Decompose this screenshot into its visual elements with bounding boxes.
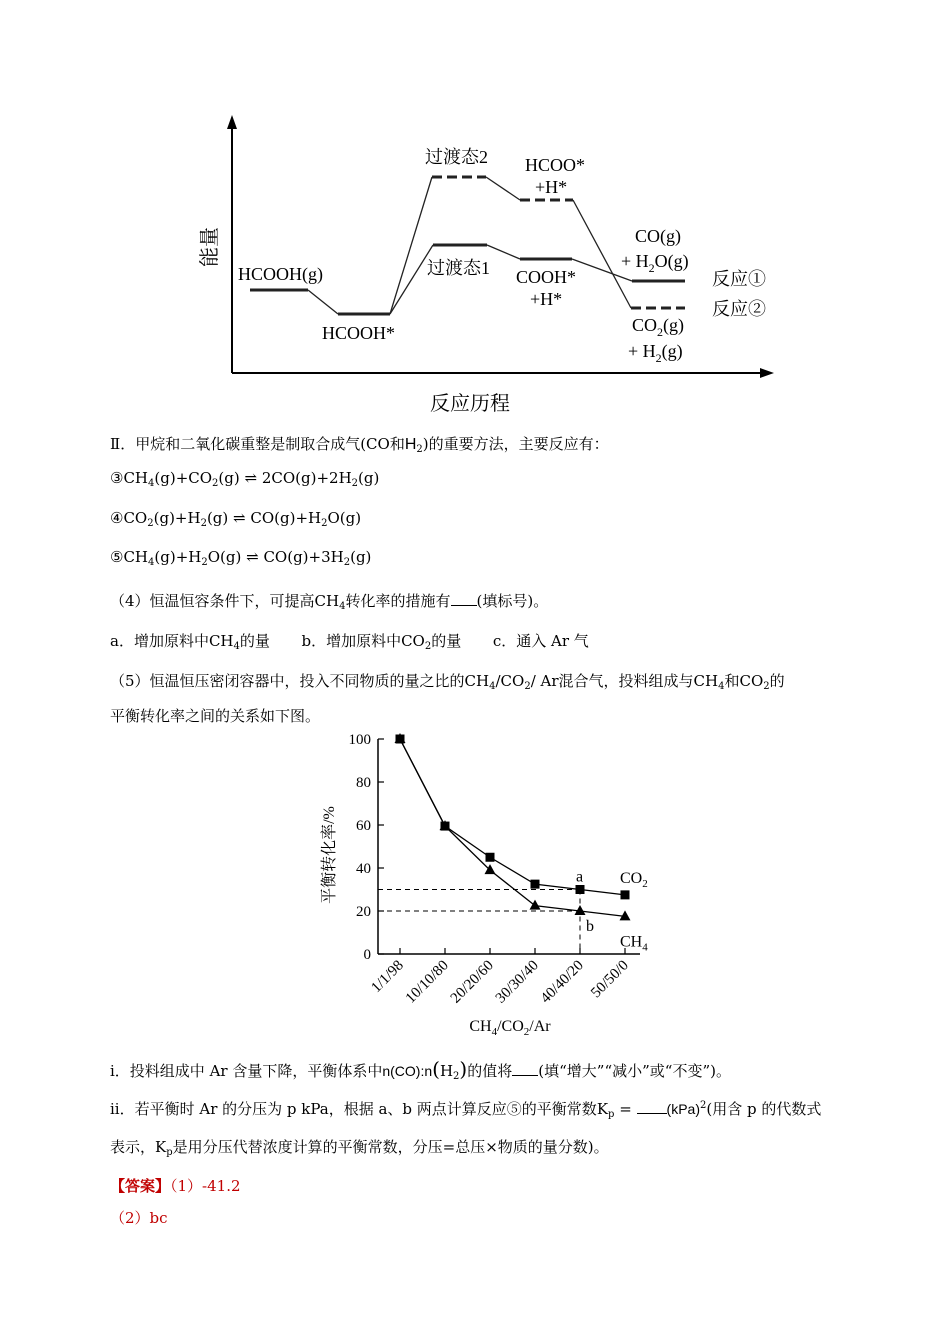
series-line-co2 bbox=[400, 739, 625, 895]
label-hcooh-g: HCOOH(g) bbox=[238, 264, 323, 284]
x-tick-label: 40/40/20 bbox=[537, 957, 587, 1007]
y-axis-arrow bbox=[227, 115, 237, 129]
y-tick-label: 80 bbox=[356, 775, 371, 791]
x-tick-label: 20/20/60 bbox=[447, 957, 497, 1007]
question-5-line2: 平衡转化率之间的关系如下图。 bbox=[110, 707, 321, 725]
question-ii: ii．若平衡时 Ar 的分压为 p kPa，根据 a、b 两点计算反应⑤的平衡常数$K_p = (kPa)^2$(用含 p 的代数式 bbox=[110, 1100, 822, 1120]
annotation-a: a bbox=[576, 868, 584, 886]
series-label-ch4: $CH_4$ bbox=[620, 933, 648, 954]
answer-blank[interactable] bbox=[451, 593, 477, 606]
section2-intro: Ⅱ．甲烷和二氧化碳重整是制取合成气(CO和$H_2$)的重要方法，主要反应有： bbox=[110, 435, 609, 455]
label-cooh-h: +H* bbox=[530, 289, 563, 309]
y-tick-label: 0 bbox=[363, 947, 371, 963]
y-tick-label: 100 bbox=[348, 732, 371, 748]
label-hcooh-ads: HCOOH* bbox=[322, 323, 396, 343]
label-hcoo: HCOO* bbox=[525, 155, 586, 175]
question-4-options bbox=[110, 630, 589, 652]
equation-4: $④CO_2(g)+H_2(g)$ ⇌ $CO(g)+H_2O(g)$ bbox=[110, 509, 362, 529]
answer-label: 【答案】 bbox=[110, 1177, 171, 1195]
chart-y-label: 平衡转化率/% bbox=[321, 806, 338, 904]
y-tick-label: 20 bbox=[356, 904, 371, 920]
series-label-co2: $CO_2$ bbox=[620, 869, 648, 890]
equation-3: $③CH_4(g)+CO_2(g)$ ⇌ $2CO(g)+2H_2(g)$ bbox=[110, 469, 380, 489]
point-co2 bbox=[576, 885, 585, 894]
chart-x-label: $CH_4/CO_2/Ar$ bbox=[469, 1018, 551, 1038]
answer-line-1 bbox=[110, 1175, 241, 1196]
question-ii-line2: 表示，$K_p$是用分压代替浓度计算的平衡常数，分压=总压×物质的量分数)。 bbox=[110, 1138, 609, 1158]
equation-5: $⑤CH_4(g)+H_2O(g)$ ⇌ $CO(g)+3H_2(g)$ bbox=[110, 548, 372, 568]
label-h2o-g: + $H_2O(g)$ bbox=[621, 251, 689, 275]
point-co2 bbox=[531, 880, 540, 889]
question-4: （4）恒温恒容条件下，可提高$CH_4$转化率的措施有 (填标号)。 bbox=[110, 592, 549, 612]
answer-blank-ii[interactable] bbox=[637, 1101, 667, 1114]
y-tick-label: 40 bbox=[356, 861, 371, 877]
x-tick-label: 30/30/40 bbox=[492, 957, 542, 1007]
label-ts2: 过渡态2 bbox=[425, 147, 488, 167]
answer-blank-i[interactable] bbox=[512, 1063, 538, 1076]
label-reaction-1: 反应① bbox=[712, 269, 766, 289]
x-tick-label: 10/10/80 bbox=[402, 957, 452, 1007]
annotation-b: b bbox=[586, 918, 594, 935]
option-b: b．增加原料中$CO_2$的量 bbox=[301, 632, 462, 652]
x-axis-label: 反应历程 bbox=[430, 393, 510, 415]
label-co2-g: $CO_2(g)$ bbox=[632, 315, 685, 339]
point-co2 bbox=[486, 853, 495, 862]
label-hcoo-h: +H* bbox=[535, 177, 568, 197]
y-axis-label: 能量 bbox=[199, 227, 221, 267]
label-ts1: 过渡态1 bbox=[427, 258, 490, 278]
label-co-g: CO(g) bbox=[635, 226, 681, 246]
answer-2: （2）bc bbox=[110, 1209, 168, 1227]
x-tick-label: 1/1/98 bbox=[368, 957, 407, 996]
question-5: （5）恒温恒压密闭容器中，投入不同物质的量之比的$CH_4/CO_2/$ Ar混合气，投料组成与$CH_4$和$CO_2$的 bbox=[110, 672, 785, 692]
option-c: c．通入 Ar 气 bbox=[492, 632, 589, 650]
x-axis-arrow bbox=[760, 368, 774, 378]
label-reaction-2: 反应② bbox=[712, 299, 766, 319]
question-i: i．投料组成中 Ar 含量下降，平衡体系中$n(CO):n(H_2)$的值将 (填“增大”“减小”或“不变”)。 bbox=[110, 1057, 731, 1082]
point-ch4 bbox=[530, 900, 541, 910]
label-h2-g: + $H_2(g)$ bbox=[628, 341, 683, 365]
answer-1: （1）-41.2 bbox=[170, 1177, 241, 1195]
point-co2 bbox=[621, 890, 630, 899]
x-tick-label: 50/50/0 bbox=[588, 957, 632, 1002]
y-tick-label: 60 bbox=[356, 818, 371, 834]
answer-line-2 bbox=[110, 1207, 168, 1228]
energy-diagram bbox=[180, 105, 800, 420]
option-a: a．增加原料中$CH_4$的量 bbox=[110, 632, 270, 652]
conversion-chart bbox=[310, 725, 670, 1043]
label-cooh: COOH* bbox=[516, 267, 577, 287]
